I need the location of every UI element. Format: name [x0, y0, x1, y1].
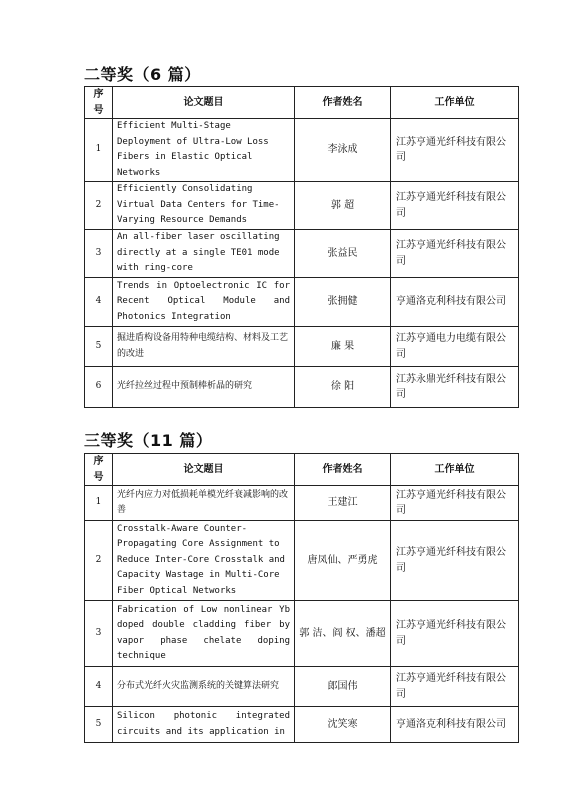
row-index: 3 — [85, 601, 113, 667]
paper-title: Efficient Multi-Stage Deployment of Ultra-Low Loss Fibers in Elastic Optical Networks — [113, 119, 295, 182]
row-index: 1 — [85, 119, 113, 182]
table-row — [85, 601, 519, 667]
paper-title: 光纤拉丝过程中预制棒析晶的研究 — [113, 367, 295, 408]
work-unit: 江苏亨通光纤科技有限公司 — [391, 230, 519, 278]
author-name: 郭 超 — [295, 182, 391, 230]
table-row — [85, 278, 519, 327]
table-row — [85, 707, 519, 743]
third-prize-table — [84, 453, 519, 743]
col-header-author: 作者姓名 — [295, 454, 391, 486]
third-prize-heading: 三等奖（11 篇） — [84, 431, 213, 450]
table-row — [85, 521, 519, 601]
paper-title: An all-fiber laser oscillating directly at a single TE01 mode with ring-core — [113, 230, 295, 278]
row-index: 5 — [85, 327, 113, 367]
paper-title: Silicon photonic integrated circuits and its application in — [113, 707, 295, 743]
table-row — [85, 182, 519, 230]
paper-title: Fabrication of Low nonlinear Yb doped double cladding fiber by vapor phase chelate doping technique — [113, 601, 295, 667]
col-header-author: 作者姓名 — [295, 87, 391, 119]
author-name: 王建江 — [295, 486, 391, 521]
second-prize-heading: 二等奖（6 篇） — [84, 65, 201, 84]
work-unit: 江苏亨通光纤科技有限公司 — [391, 601, 519, 667]
work-unit: 江苏亨通光纤科技有限公司 — [391, 667, 519, 707]
work-unit: 亨通洛克利科技有限公司 — [391, 707, 519, 743]
work-unit: 亨通洛克利科技有限公司 — [391, 278, 519, 327]
table-row — [85, 230, 519, 278]
paper-title: Efficiently Consolidating Virtual Data Centers for Time-Varying Resource Demands — [113, 182, 295, 230]
author-name: 李泳成 — [295, 119, 391, 182]
author-name: 徐 阳 — [295, 367, 391, 408]
col-header-index: 序号 — [85, 454, 113, 486]
work-unit: 江苏亨通光纤科技有限公司 — [391, 521, 519, 601]
table-row — [85, 119, 519, 182]
row-index: 5 — [85, 707, 113, 743]
work-unit: 江苏亨通光纤科技有限公司 — [391, 486, 519, 521]
author-name: 唐凤仙、严勇虎 — [295, 521, 391, 601]
col-header-unit: 工作单位 — [391, 454, 519, 486]
author-name: 沈笑寒 — [295, 707, 391, 743]
paper-title: 分布式光纤火灾监测系统的关键算法研究 — [113, 667, 295, 707]
work-unit: 江苏亨通光纤科技有限公司 — [391, 182, 519, 230]
paper-title: Crosstalk-Aware Counter-Propagating Core Assignment to Reduce Inter-Core Crosstalk and Capacity Wastage in Multi-Core Fiber Optical Networks — [113, 521, 295, 601]
author-name: 张益民 — [295, 230, 391, 278]
col-header-title: 论文题目 — [113, 87, 295, 119]
author-name: 郭 洁、阎 权、潘超 — [295, 601, 391, 667]
row-index: 6 — [85, 367, 113, 408]
work-unit: 江苏永鼎光纤科技有限公司 — [391, 367, 519, 408]
row-index: 1 — [85, 486, 113, 521]
table-row — [85, 486, 519, 521]
table-header-row — [85, 87, 519, 119]
row-index: 3 — [85, 230, 113, 278]
table-row — [85, 367, 519, 408]
author-name: 廉 果 — [295, 327, 391, 367]
table-row — [85, 327, 519, 367]
second-prize-table — [84, 86, 519, 408]
table-row — [85, 667, 519, 707]
col-header-title: 论文题目 — [113, 454, 295, 486]
work-unit: 江苏亨通电力电缆有限公司 — [391, 327, 519, 367]
col-header-unit: 工作单位 — [391, 87, 519, 119]
paper-title: 掘进盾构设备用特种电缆结构、材料及工艺的改进 — [113, 327, 295, 367]
row-index: 2 — [85, 521, 113, 601]
row-index: 2 — [85, 182, 113, 230]
paper-title: Trends in Optoelectronic IC for Recent Optical Module and Photonics Integration — [113, 278, 295, 327]
author-name: 郎国伟 — [295, 667, 391, 707]
row-index: 4 — [85, 278, 113, 327]
col-header-index: 序号 — [85, 87, 113, 119]
paper-title: 光纤内应力对低损耗单模光纤衰减影响的改善 — [113, 486, 295, 521]
work-unit: 江苏亨通光纤科技有限公司 — [391, 119, 519, 182]
table-header-row — [85, 454, 519, 486]
author-name: 张拥健 — [295, 278, 391, 327]
row-index: 4 — [85, 667, 113, 707]
